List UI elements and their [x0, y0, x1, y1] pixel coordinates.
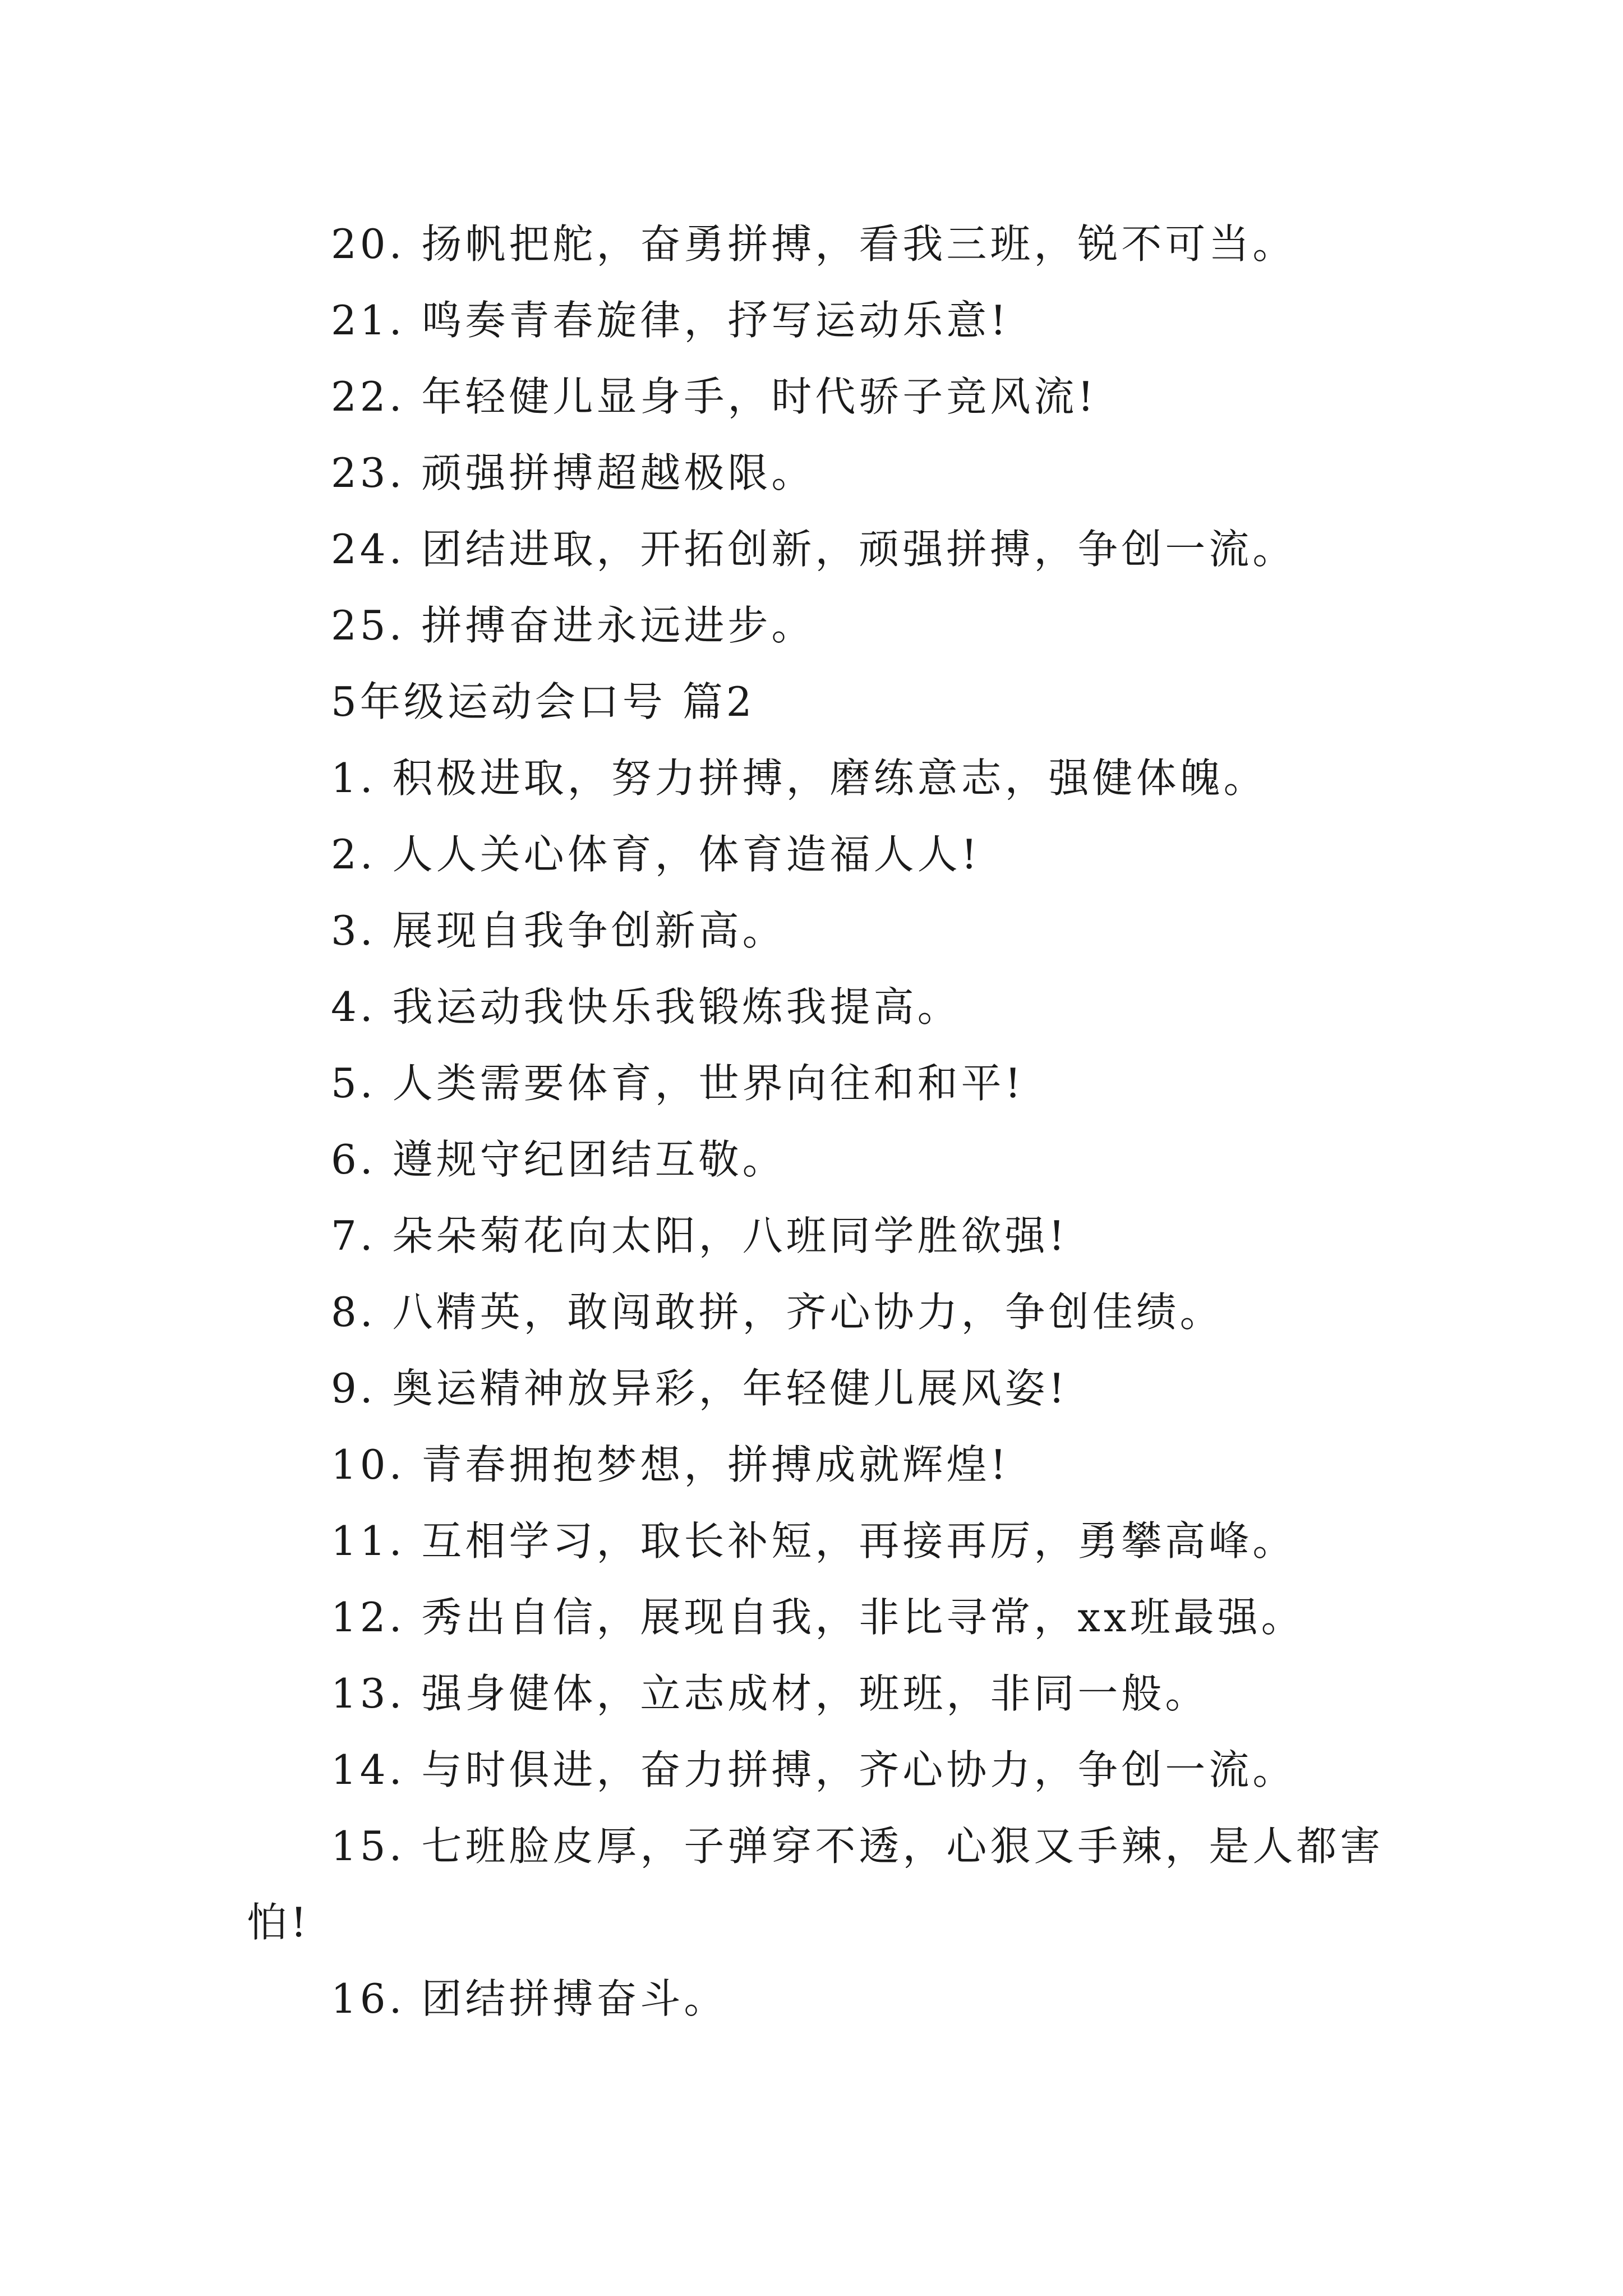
slogan-item-11: 11. 互相学习，取长补短，再接再厉，勇攀高峰。	[331, 1517, 1297, 1565]
slogan-item-10: 10. 青春拥抱梦想，拼搏成就辉煌!	[331, 1441, 1010, 1488]
slogan-item-24: 24. 团结进取，开拓创新，顽强拼搏，争创一流。	[331, 526, 1297, 573]
slogan-item-9: 9. 奥运精神放异彩，年轻健儿展风姿!	[331, 1365, 1068, 1412]
slogan-item-22: 22. 年轻健儿显身手，时代骄子竞风流!	[331, 373, 1098, 420]
slogan-item-4: 4. 我运动我快乐我锻炼我提高。	[331, 983, 961, 1030]
slogan-item-16: 16. 团结拼搏奋斗。	[331, 1975, 728, 2022]
slogan-item-14: 14. 与时俱进，奋力拼搏，齐心协力，争创一流。	[331, 1746, 1297, 1793]
slogan-item-23: 23. 顽强拼搏超越极限。	[331, 449, 815, 496]
slogan-item-13: 13. 强身健体，立志成材，班班，非同一般。	[331, 1670, 1209, 1717]
section-heading: 5年级运动会口号 篇2	[331, 678, 755, 725]
slogan-item-20: 20. 扬帆把舵，奋勇拼搏，看我三班，锐不可当。	[331, 220, 1297, 268]
slogan-item-8: 8. 八精英，敢闯敢拼，齐心协力，争创佳绩。	[331, 1289, 1224, 1336]
slogan-item-6: 6. 遵规守纪团结互敬。	[331, 1136, 786, 1183]
slogan-item-7: 7. 朵朵菊花向太阳，八班同学胜欲强!	[331, 1212, 1068, 1259]
slogan-item-2: 2. 人人关心体育，体育造福人人!	[331, 831, 981, 878]
slogan-item-25: 25. 拼搏奋进永远进步。	[331, 602, 815, 649]
slogan-item-15: 15. 七班脸皮厚，子弹穿不透，心狠又手辣，是人都害	[331, 1823, 1384, 1870]
slogan-item-21: 21. 鸣奏青春旋律，抒写运动乐意!	[331, 297, 1010, 344]
slogan-item-1: 1. 积极进取，努力拼搏，磨练意志，强健体魄。	[331, 754, 1267, 802]
slogan-item-15-continuation: 怕!	[247, 1899, 310, 1946]
slogan-item-12: 12. 秀出自信，展现自我，非比寻常，xx班最强。	[331, 1594, 1305, 1641]
slogan-item-3: 3. 展现自我争创新高。	[331, 907, 786, 954]
slogan-item-5: 5. 人类需要体育，世界向往和和平!	[331, 1060, 1025, 1107]
